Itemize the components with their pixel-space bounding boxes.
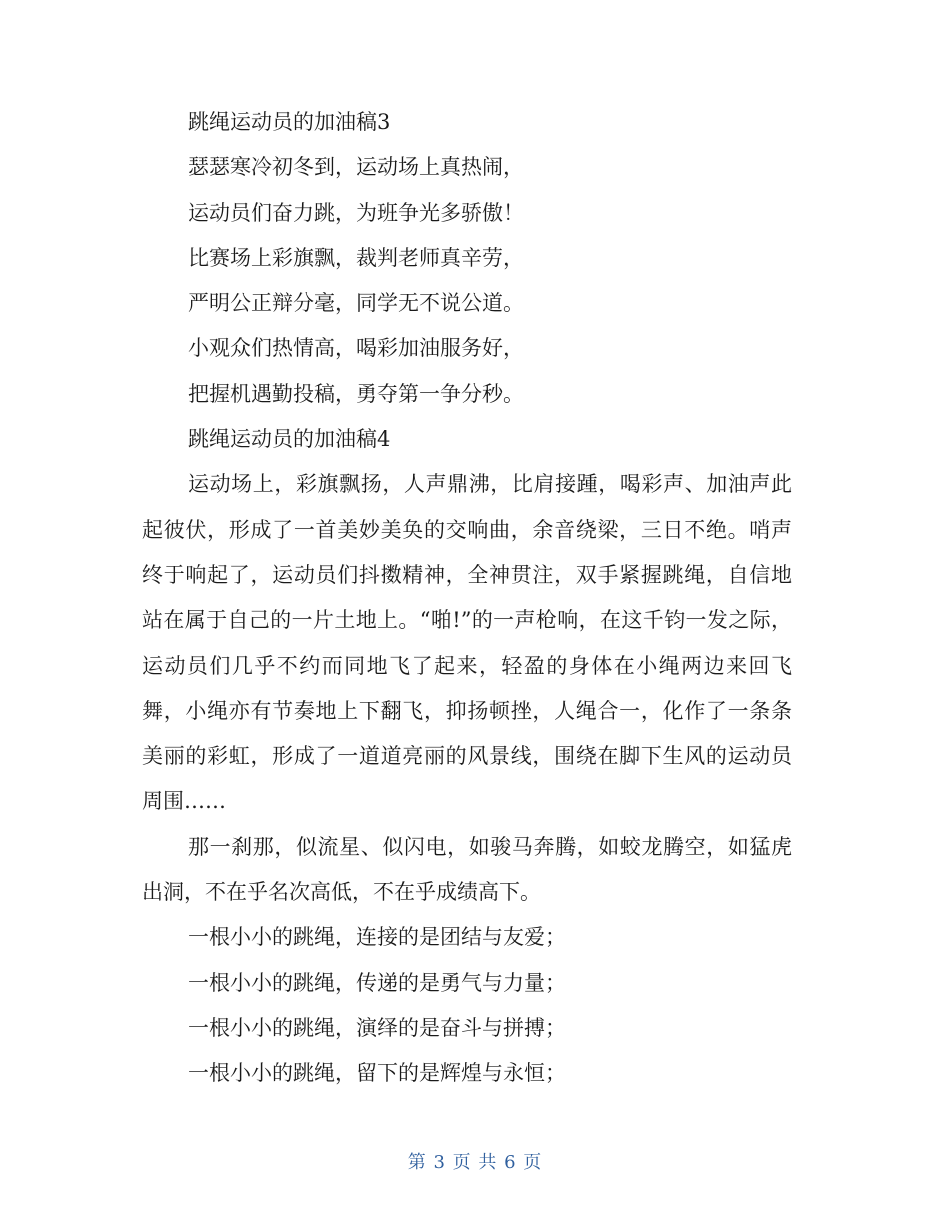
poem-line: 把握机遇勤投稿，勇夺第一争分秒。 [188, 381, 524, 406]
closing-line: 一根小小的跳绳，传递的是勇气与力量； [188, 970, 566, 995]
page-number-footer: 第 3 页 共 6 页 [407, 1152, 543, 1173]
poem-line: 小观众们热情高，喝彩加油服务好， [188, 336, 524, 361]
closing-line: 一根小小的跳绳，演绎的是奋斗与拼搏； [188, 1015, 566, 1040]
poem-line: 瑟瑟寒冷初冬到，运动场上真热闹， [188, 155, 524, 180]
paragraph-1: 运动场上，彩旗飘扬，人声鼎沸，比肩接踵，喝彩声、加油声此起彼伏，形成了一首美妙美奂的交响曲，余音绕梁，三日不绝。哨声终于响起了，运动员们抖擞精神，全神贯注，双手紧握跳绳，自信地站在属于自己的一片土地上。“啪!”的一声枪响，在这千钧一发之际，运动员们几乎不约而同地飞了起来，轻盈的身体在小绳两边来回飞舞，小绳亦有节奏地上下翻飞，抑扬顿挫，人绳合一，化作了一条条美丽的彩虹，形成了一道道亮丽的风景线，围绕在脚下生风的运动员周围…… [142, 472, 792, 814]
poem-line: 比赛场上彩旗飘，裁判老师真辛劳， [188, 245, 524, 270]
poem-line: 运动员们奋力跳，为班争光多骄傲！ [188, 200, 524, 225]
closing-line: 一根小小的跳绳，留下的是辉煌与永恒； [188, 1061, 566, 1086]
document-body [142, 100, 792, 1097]
section-3-title: 跳绳运动员的加油稿3 [188, 110, 391, 134]
closing-line: 一根小小的跳绳，连接的是团结与友爱； [188, 925, 566, 950]
paragraph-2: 那一刹那，似流星、似闪电，如骏马奔腾，如蛟龙腾空，如猛虎出洞，不在乎名次高低，不在乎成绩高下。 [142, 834, 792, 905]
section-4-title: 跳绳运动员的加油稿4 [188, 427, 391, 452]
poem-line: 严明公正辩分毫，同学无不说公道。 [188, 291, 524, 316]
